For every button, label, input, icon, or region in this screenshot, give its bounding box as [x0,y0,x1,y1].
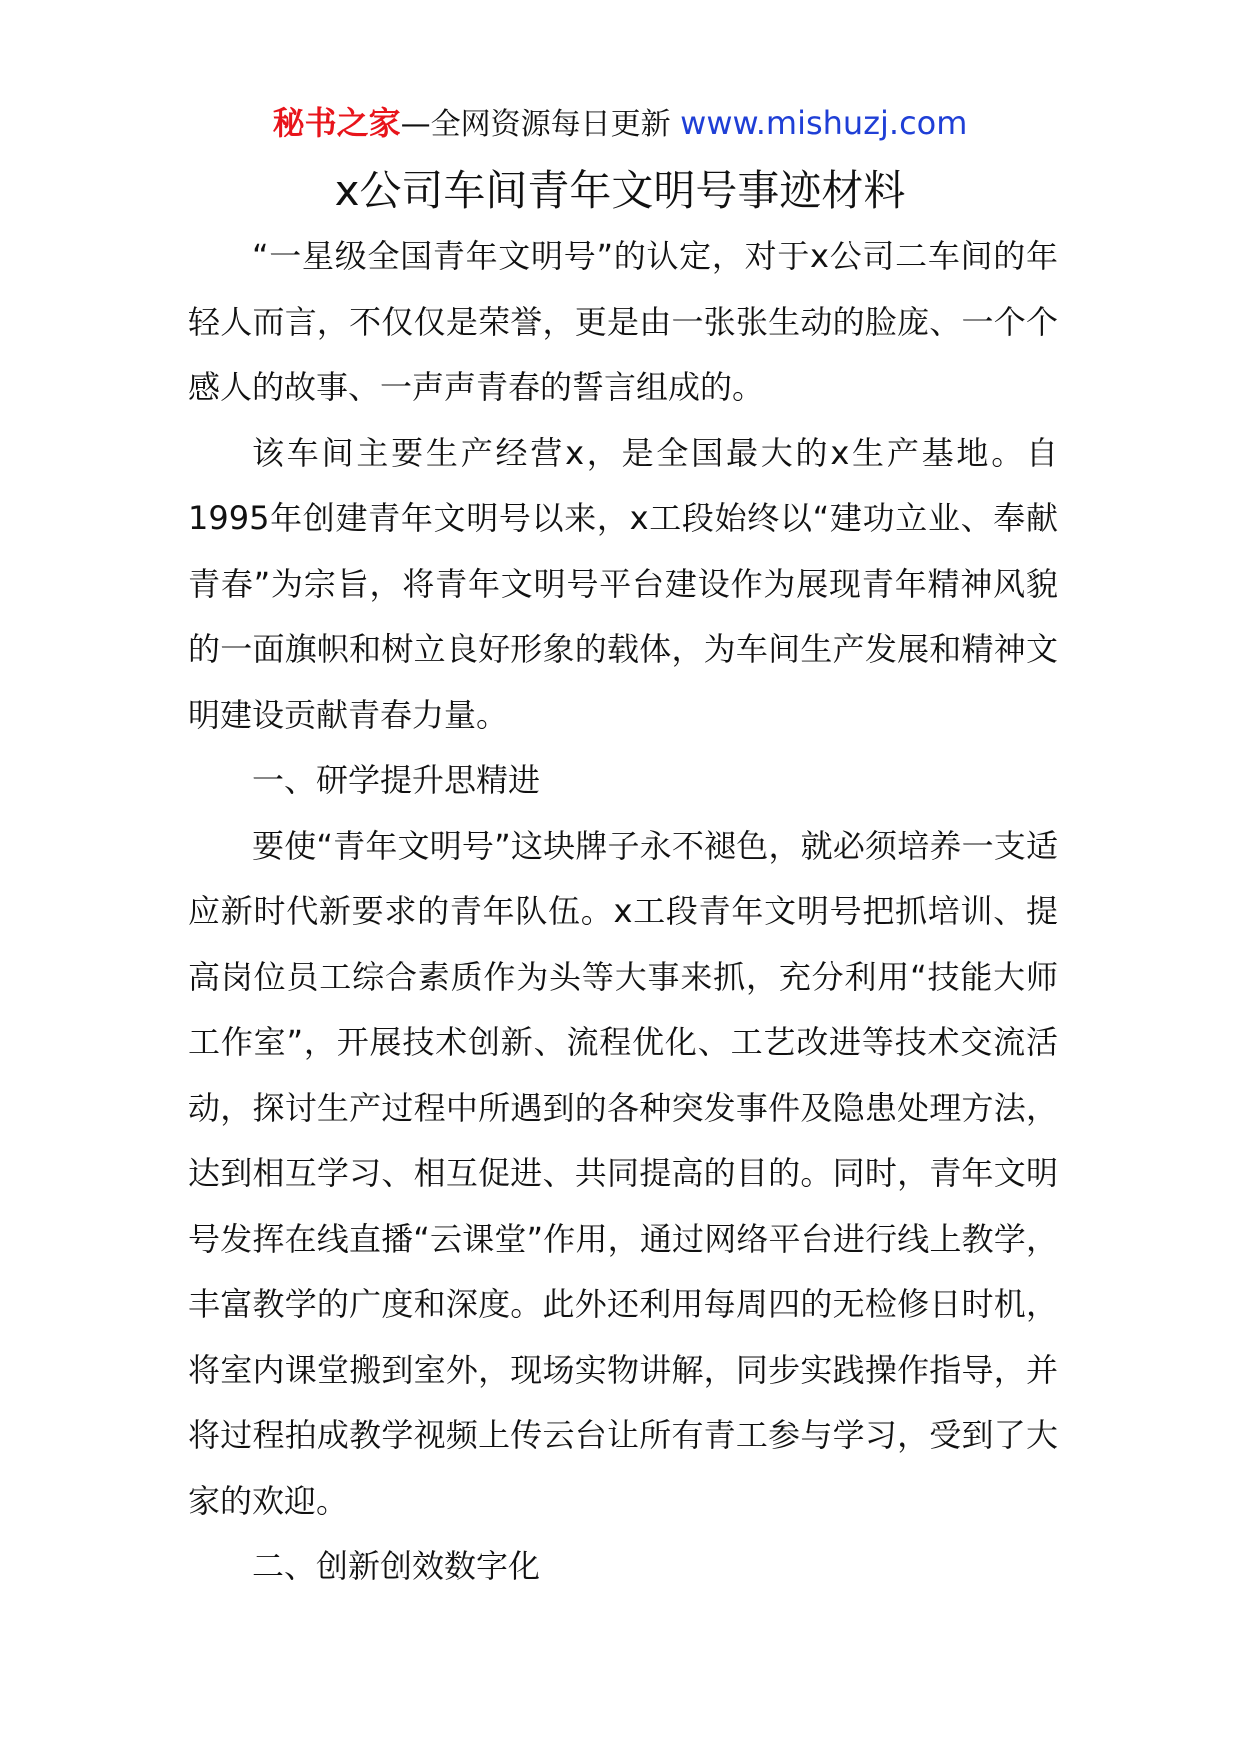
section-heading-1: 一、研学提升思精进 [252,761,541,799]
header-slogan: —全网资源每日更新 [400,107,681,142]
paragraph-intro: “一星级全国青年文明号”的认定，对于x公司二车间的年轻人而言，不仅仅是荣誉，更是由一张张生动的脸庞、一个个感人的故事、一声声青春的誓言组成的。 [188,237,1058,406]
paragraph-section-1: 要使“青年文明号”这块牌子永不褪色，就必须培养一支适应新时代新要求的青年队伍。x工段青年文明号把抓培训、提高岗位员工综合素质作为头等大事来抓，充分利用“技能大师工作室”，开展技术创新、流程优化、工艺改进等技术交流活动，探讨生产过程中所遇到的各种突发事件及隐患处理方法，达到相互学习、相互促进、共同提高的目的。同时，青年文明号发挥在线直播“云课堂”作用，通过网络平台进行线上教学，丰富教学的广度和深度。此外还利用每周四的无检修日时机，将室内课堂搬到室外，现场实物讲解，同步实践操作指导，并将过程拍成教学视频上传云台让所有青工参与学习，受到了大家的欢迎。 [188,826,1058,1520]
document-body [188,224,1058,1600]
paragraph-overview: 该车间主要生产经营x，是全国最大的x生产基地。自1995年创建青年文明号以来，x工段始终以“建功立业、奉献青春”为宗旨，将青年文明号平台建设作为展现青年精神风貌的一面旗帜和树立良好形象的载体，为车间生产发展和精神文明建设贡献青春力量。 [188,433,1058,734]
brand-name: 秘书之家 [272,104,401,142]
site-url-link[interactable]: www.mishuzj.com [680,104,968,142]
document-title: x公司车间青年文明号事迹材料 [334,166,906,215]
section-heading-2: 二、创新创效数字化 [252,1547,541,1585]
site-header [0,100,1240,148]
